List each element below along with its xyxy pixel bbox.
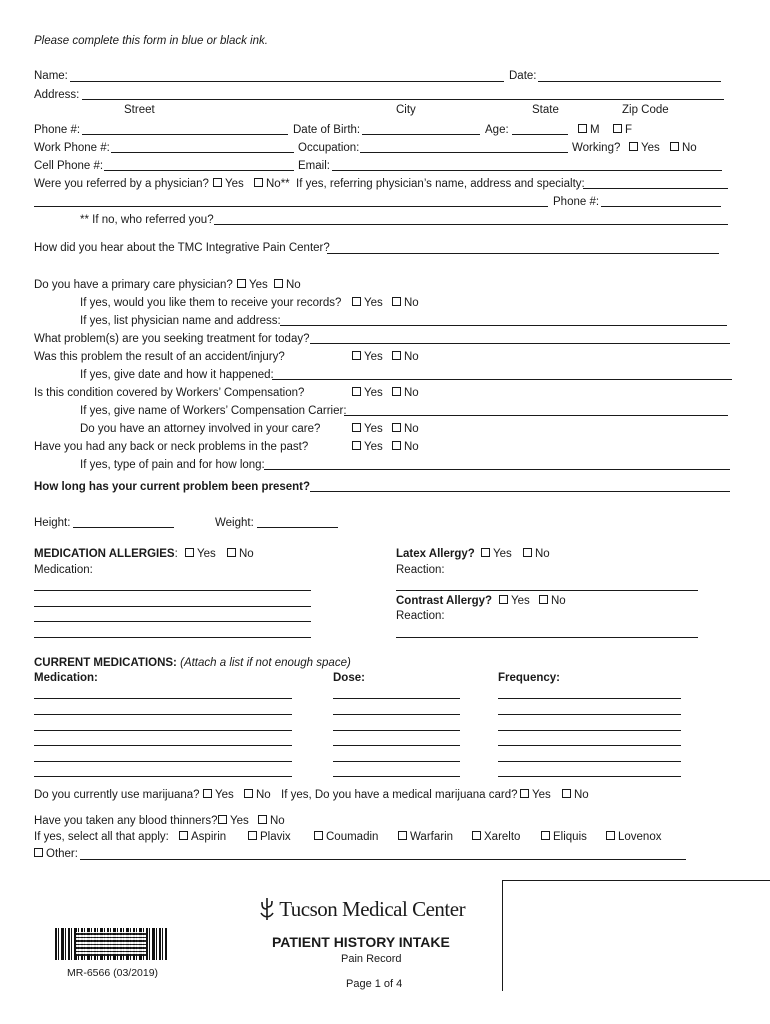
allergy-medication-line-4[interactable] (34, 637, 311, 638)
checkbox-icon[interactable] (578, 124, 587, 133)
checkbox-icon[interactable] (227, 548, 236, 557)
workers-comp-question: Is this condition covered by Workers’ Compensation? (34, 387, 305, 399)
col-dose-header: Dose: (333, 672, 365, 684)
med-name-line-1[interactable] (34, 698, 292, 699)
checkbox-icon[interactable] (539, 595, 548, 604)
checkbox-icon[interactable] (352, 441, 361, 450)
pcp-yes-option[interactable]: Yes (235, 278, 268, 292)
address-zip-caption: Zip Code (622, 104, 669, 116)
med-frequency-line-3[interactable] (498, 730, 681, 731)
weight-field[interactable] (257, 527, 338, 528)
contrast-no-option[interactable]: No (537, 594, 566, 608)
med-name-line-5[interactable] (34, 761, 292, 762)
checkbox-icon[interactable] (392, 423, 401, 432)
pcp-list-field[interactable] (280, 325, 727, 326)
checkbox-icon[interactable] (481, 548, 490, 557)
med-dose-line-6[interactable] (333, 776, 460, 777)
occupation-label: Occupation: (298, 142, 360, 154)
latex-reaction-label: Reaction: (396, 564, 445, 576)
checkbox-icon[interactable] (392, 387, 401, 396)
med-frequency-line-4[interactable] (498, 745, 681, 746)
med-dose-line-5[interactable] (333, 761, 460, 762)
checkbox-icon[interactable] (613, 124, 622, 133)
working-question: Working? (572, 142, 621, 154)
checkbox-icon[interactable] (248, 831, 257, 840)
email-label: Email: (298, 160, 330, 172)
occupation-field[interactable] (360, 152, 568, 153)
workers-comp-carrier-field[interactable] (344, 415, 728, 416)
pcp-records-question: If yes, would you like them to receive your records? (80, 297, 342, 309)
marijuana-yes-option[interactable]: Yes (201, 788, 234, 802)
checkbox-icon[interactable] (314, 831, 323, 840)
back-problems-yes-option[interactable]: Yes (350, 440, 383, 454)
med-frequency-line-1[interactable] (498, 698, 681, 699)
checkbox-icon[interactable] (392, 351, 401, 360)
checkbox-icon[interactable] (274, 279, 283, 288)
allergy-medication-line-2[interactable] (34, 606, 311, 607)
form-code: MR-6566 (03/2019) (67, 967, 159, 979)
form-instruction: Please complete this form in blue or black ink. (34, 35, 268, 47)
medication-allergies-heading: MEDICATION ALLERGIES: (34, 548, 178, 560)
thinner-xarelto-option[interactable]: Xarelto (470, 830, 520, 844)
patient-label-box (502, 880, 770, 991)
current-medications-heading: CURRENT MEDICATIONS: (Attach a list if not enough space) (34, 657, 351, 669)
workers-comp-yes-option[interactable]: Yes (350, 386, 383, 400)
marijuana-card-question: If yes, Do you have a medical marijuana card? (281, 789, 518, 801)
problems-question: What problem(s) are you seeking treatment for today? (34, 333, 310, 345)
med-dose-line-3[interactable] (333, 730, 460, 731)
tmc-logo: Tucson Medical Center (258, 896, 465, 922)
latex-no-option[interactable]: No (521, 547, 550, 561)
height-label: Height: (34, 517, 71, 529)
med-frequency-line-6[interactable] (498, 776, 681, 777)
cell-phone-label: Cell Phone #: (34, 160, 104, 172)
marijuana-question: Do you currently use marijuana? (34, 789, 200, 801)
checkbox-icon[interactable] (541, 831, 550, 840)
date-label: Date: (509, 70, 537, 82)
contrast-yes-option[interactable]: Yes (497, 594, 530, 608)
attorney-no-option[interactable]: No (390, 422, 419, 436)
hear-about-question: How did you hear about the TMC Integrative Pain Center? (34, 242, 330, 254)
latex-yes-option[interactable]: Yes (479, 547, 512, 561)
address-state-caption: State (532, 104, 559, 116)
referred-yes-option[interactable]: Yes (211, 177, 244, 191)
checkbox-icon[interactable] (34, 848, 43, 857)
name-label: Name: (34, 70, 68, 82)
col-frequency-header: Frequency: (498, 672, 560, 684)
checkbox-icon[interactable] (237, 279, 246, 288)
checkbox-icon[interactable] (392, 441, 401, 450)
med-name-line-4[interactable] (34, 745, 292, 746)
checkbox-icon[interactable] (254, 178, 263, 187)
working-no-option[interactable]: No (668, 141, 697, 155)
address-city-caption: City (396, 104, 416, 116)
checkbox-icon[interactable] (213, 178, 222, 187)
height-field[interactable] (73, 527, 174, 528)
checkbox-icon[interactable] (203, 789, 212, 798)
accident-yes-option[interactable]: Yes (350, 350, 383, 364)
accident-no-option[interactable]: No (390, 350, 419, 364)
marijuana-no-option[interactable]: No (242, 788, 271, 802)
checkbox-icon[interactable] (179, 831, 188, 840)
med-frequency-line-5[interactable] (498, 761, 681, 762)
checkbox-icon[interactable] (629, 142, 638, 151)
referring-physician-label: If yes, referring physician’s name, address and specialty: (296, 178, 585, 190)
name-field[interactable] (70, 81, 504, 82)
who-referred-field[interactable] (214, 224, 728, 225)
select-all-label: If yes, select all that apply: (34, 831, 169, 843)
allergy-medication-line-3[interactable] (34, 621, 311, 622)
pcp-records-no-option[interactable]: No (390, 296, 419, 310)
cactus-icon (258, 896, 276, 922)
attorney-question: Do you have an attorney involved in your care? (80, 423, 321, 435)
marijuana-card-no-option[interactable]: No (560, 788, 589, 802)
latex-allergy-question: Latex Allergy? (396, 548, 475, 560)
thinner-eliquis-option[interactable]: Eliquis (539, 830, 587, 844)
accident-date-field[interactable] (272, 379, 732, 380)
col-medication-header: Medication: (34, 672, 98, 684)
pcp-question: Do you have a primary care physician? (34, 279, 233, 291)
med-name-line-3[interactable] (34, 730, 292, 731)
checkbox-icon[interactable] (352, 387, 361, 396)
med-dose-line-1[interactable] (333, 698, 460, 699)
checkbox-icon[interactable] (670, 142, 679, 151)
med-allergies-no-option[interactable]: No (225, 547, 254, 561)
sex-f-option[interactable]: F (611, 123, 632, 137)
pcp-list-label: If yes, list physician name and address: (80, 315, 281, 327)
checkbox-icon[interactable] (352, 351, 361, 360)
checkbox-icon[interactable] (392, 297, 401, 306)
contrast-reaction-label: Reaction: (396, 610, 445, 622)
allergy-medication-line-1[interactable] (34, 590, 311, 591)
thinner-lovenox-option[interactable]: Lovenox (604, 830, 661, 844)
med-frequency-line-2[interactable] (498, 714, 681, 715)
page-number: Page 1 of 4 (346, 978, 403, 990)
address-field[interactable] (82, 99, 724, 100)
email-field[interactable] (332, 170, 722, 171)
date-field[interactable] (538, 81, 721, 82)
how-long-field[interactable] (310, 491, 730, 492)
blood-thinners-no-option[interactable]: No (256, 814, 285, 828)
hear-about-field[interactable] (327, 253, 719, 254)
referring-physician-field-2[interactable] (34, 206, 548, 207)
workers-comp-no-option[interactable]: No (390, 386, 419, 400)
referring-physician-field[interactable] (583, 188, 728, 189)
how-long-question: How long has your current problem been present? (34, 481, 311, 493)
referred-question: Were you referred by a physician? (34, 178, 209, 190)
med-allergies-yes-option[interactable]: Yes (183, 547, 216, 561)
form-subtitle: Pain Record (341, 953, 402, 965)
contrast-allergy-question: Contrast Allergy? (396, 595, 493, 607)
barcode-2d-pattern (76, 932, 146, 956)
workers-comp-carrier-label: If yes, give name of Workers’ Compensation Carrier: (80, 405, 347, 417)
sex-m-option[interactable]: M (576, 123, 600, 137)
problems-field[interactable] (310, 343, 730, 344)
work-phone-label: Work Phone #: (34, 142, 110, 154)
phone-label: Phone #: (34, 124, 81, 136)
dob-field[interactable] (362, 134, 480, 135)
checkbox-icon[interactable] (562, 789, 571, 798)
age-label: Age: (485, 124, 509, 136)
cell-phone-field[interactable] (104, 170, 294, 171)
marijuana-card-yes-option[interactable]: Yes (518, 788, 551, 802)
med-name-line-2[interactable] (34, 714, 292, 715)
back-problems-no-option[interactable]: No (390, 440, 419, 454)
med-name-line-6[interactable] (34, 776, 292, 777)
referred-no-option[interactable]: No** (252, 177, 290, 191)
referring-phone-label: Phone #: (553, 196, 600, 208)
age-field[interactable] (512, 134, 568, 135)
thinner-other-option[interactable]: Other: (32, 847, 78, 861)
checkbox-icon[interactable] (258, 815, 267, 824)
phone-field[interactable] (82, 134, 288, 135)
dob-label: Date of Birth: (293, 124, 361, 136)
thinner-plavix-option[interactable]: Plavix (246, 830, 291, 844)
back-pain-type-label: If yes, type of pain and for how long: (80, 459, 265, 471)
checkbox-icon[interactable] (523, 548, 532, 557)
back-problems-question: Have you had any back or neck problems in the past? (34, 441, 309, 453)
latex-reaction-field[interactable] (396, 590, 698, 591)
med-dose-line-4[interactable] (333, 745, 460, 746)
working-yes-option[interactable]: Yes (627, 141, 660, 155)
thinner-coumadin-option[interactable]: Coumadin (312, 830, 378, 844)
checkbox-icon[interactable] (499, 595, 508, 604)
checkbox-icon[interactable] (244, 789, 253, 798)
blood-thinners-question: Have you taken any blood thinners? (34, 815, 218, 827)
checkbox-icon[interactable] (218, 815, 227, 824)
thinner-warfarin-option[interactable]: Warfarin (396, 830, 453, 844)
form-title: PATIENT HISTORY INTAKE (272, 934, 450, 950)
pcp-records-yes-option[interactable]: Yes (350, 296, 383, 310)
attorney-yes-option[interactable]: Yes (350, 422, 383, 436)
thinner-aspirin-option[interactable]: Aspirin (177, 830, 226, 844)
accident-date-label: If yes, give date and how it happened: (80, 369, 274, 381)
checkbox-icon[interactable] (472, 831, 481, 840)
who-referred-label: ** If no, who referred you? (80, 214, 214, 226)
checkbox-icon[interactable] (352, 297, 361, 306)
allergy-medication-label: Medication: (34, 564, 93, 576)
back-pain-type-field[interactable] (264, 469, 730, 470)
accident-question: Was this problem the result of an accident/injury? (34, 351, 285, 363)
checkbox-icon[interactable] (352, 423, 361, 432)
work-phone-field[interactable] (111, 152, 294, 153)
address-street-caption: Street (124, 104, 155, 116)
blood-thinners-yes-option[interactable]: Yes (216, 814, 249, 828)
checkbox-icon[interactable] (606, 831, 615, 840)
address-label: Address: (34, 89, 80, 101)
referring-phone-field[interactable] (601, 206, 721, 207)
weight-label: Weight: (215, 517, 254, 529)
med-dose-line-2[interactable] (333, 714, 460, 715)
thinner-other-field[interactable] (80, 859, 686, 860)
checkbox-icon[interactable] (185, 548, 194, 557)
contrast-reaction-field[interactable] (396, 637, 698, 638)
checkbox-icon[interactable] (520, 789, 529, 798)
checkbox-icon[interactable] (398, 831, 407, 840)
pcp-no-option[interactable]: No (272, 278, 301, 292)
